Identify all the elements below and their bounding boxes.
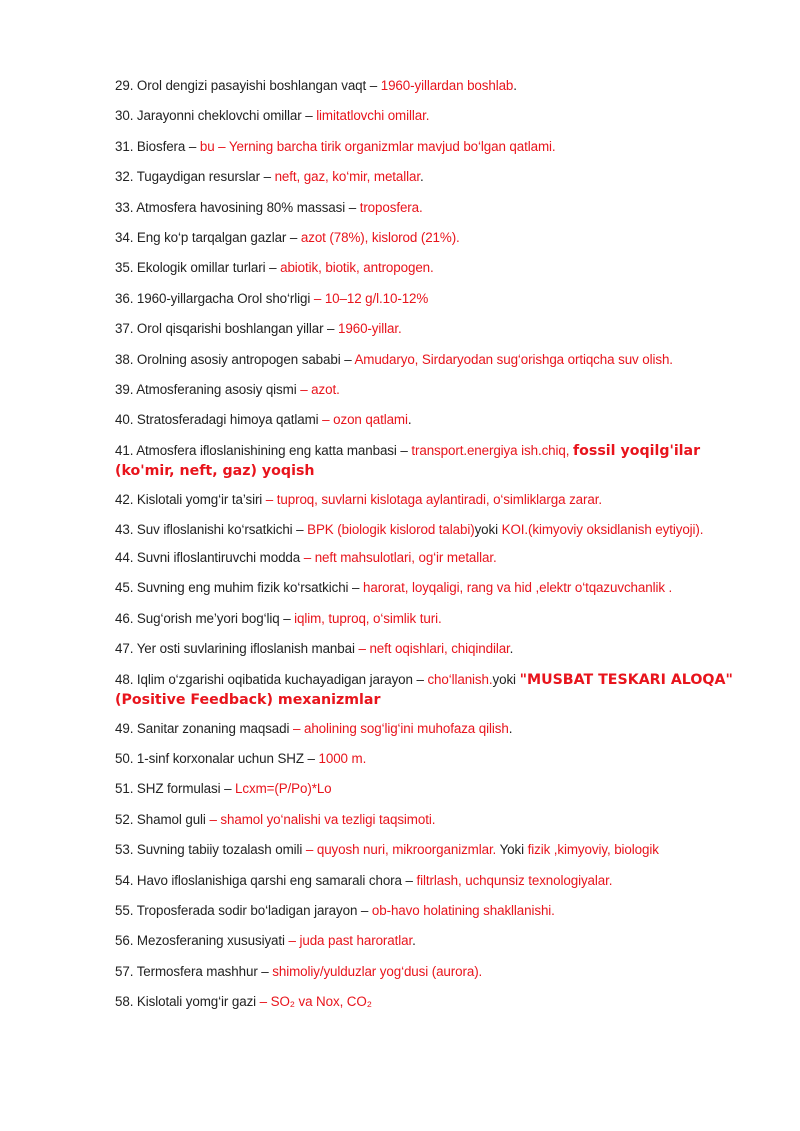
list-item (115, 719, 755, 738)
item-key: 30. Jarayonni cheklovchi omillar – (115, 108, 317, 124)
item-tail: yoki (492, 671, 520, 687)
item-answer: Amudaryo, Sirdaryodan sug‘orishga ortiqcha suv olish. (354, 351, 673, 367)
list-item (115, 198, 755, 217)
item-tail: . (419, 169, 424, 185)
item-key: 38. Orolning asosiy antropogen sababi – (115, 351, 355, 367)
item-key: 42. Kislotali yomg‘ir ta’siri (115, 491, 266, 507)
item-answer: 1960-yillardan boshlab (380, 78, 514, 93)
item-tail: . (509, 641, 514, 657)
item-answer: iqlim, tuproq, o‘simlik turi. (294, 610, 442, 626)
list-item (115, 931, 755, 950)
item-tail: yoki (474, 522, 502, 538)
item-key: 41. Atmosfera ifloslanishining eng katta manbasi – (115, 442, 412, 458)
item-tail: . (407, 412, 412, 428)
item-answer: – shamol yo‘nalishi va tezligi taqsimoti. (209, 811, 436, 827)
list-item (115, 380, 755, 399)
list-item (115, 520, 755, 539)
item-answer-2: KOI.(kimyoviy oksidlanish eytiyoji). (501, 522, 704, 538)
list-item (115, 490, 755, 509)
item-key: 50. 1-sinf korxonalar uchun SHZ – (115, 751, 319, 767)
item-key: 54. Havo ifloslanishiga qarshi eng samarali chora – (115, 872, 417, 888)
item-key: 45. Suvning eng muhim fizik ko‘rsatkichi – (115, 580, 364, 596)
list-item (115, 289, 755, 308)
item-bold-answer: fossil yoqilg'ilar (ko'mir, neft, gaz) yoqish (115, 442, 701, 479)
item-key: 48. Iqlim o‘zgarishi oqibatida kuchayadigan jarayon – (115, 671, 428, 687)
item-key: 44. Suvni ifloslantiruvchi modda (115, 550, 304, 566)
item-tail: . (412, 933, 416, 949)
item-key: 58. Kislotali yomg‘ir gazi (115, 994, 260, 1010)
list-item (115, 441, 755, 481)
item-answer: – juda past haroratlar (288, 933, 413, 949)
list-item (115, 578, 755, 597)
list-item (115, 670, 755, 710)
item-answer: – azot. (300, 381, 340, 397)
item-key: 47. Yer osti suvlarining ifloslanish manbai (115, 641, 359, 657)
item-answer: – quyosh nuri, mikroorganizmlar. (305, 842, 497, 858)
item-answer: cho‘llanish. (427, 671, 493, 687)
item-key: 39. Atmosferaning asosiy qismi (115, 381, 301, 397)
item-key: 46. Sug‘orish me’yori bog‘liq – (115, 610, 295, 626)
item-key: 51. SHZ formulasi – (115, 781, 236, 797)
item-answer: – ozon qatlami (322, 412, 408, 428)
item-answer: Lcxm=(P/Po)*Lo (235, 781, 332, 797)
item-key: 52. Shamol guli (115, 811, 210, 827)
item-tail: . (508, 720, 513, 736)
list-item (115, 810, 755, 829)
item-key: 53. Suvning tabiiy tozalash omili (115, 842, 306, 858)
item-answer: – tuproq, suvlarni kislotaga aylantiradi, o‘simliklarga zarar. (265, 491, 602, 507)
item-answer: 1960-yillar. (338, 321, 402, 337)
list-item (115, 871, 755, 890)
item-tail: . (513, 78, 517, 93)
item-answer: harorat, loyqaligi, rang va hid ,elektr o‘tqazuvchanlik . (363, 580, 673, 596)
item-answer: – SO₂ va Nox, CO₂ (259, 994, 372, 1010)
item-answer: ob-havo holatining shakllanishi. (371, 902, 555, 918)
item-answer: neft, gaz, ko‘mir, metallar (274, 169, 420, 185)
list-item (115, 548, 755, 567)
item-key: 37. Orol qisqarishi boshlangan yillar – (115, 321, 339, 337)
item-key: 32. Tugaydigan resurslar – (115, 169, 275, 185)
list-item (115, 901, 755, 920)
item-key: 57. Termosfera mashhur – (115, 963, 273, 979)
item-answer: – 10–12 g/l.10-12% (313, 290, 429, 306)
item-answer-2: fizik ,kimyoviy, biologik (527, 842, 659, 858)
list-item (115, 228, 755, 247)
list-item (115, 609, 755, 628)
list-item (115, 137, 755, 156)
item-answer: bu – Yerning barcha tirik organizmlar mavjud bo‘lgan qatlami. (199, 138, 556, 154)
item-key: 43. Suv ifloslanishi ko‘rsatkichi – (115, 522, 308, 538)
list-item (115, 76, 755, 95)
list-item (115, 639, 755, 658)
list-item (115, 350, 755, 369)
item-answer: abiotik, biotik, antropogen. (280, 260, 434, 276)
item-answer: filtrlash, uchqunsiz texnologiyalar. (416, 872, 613, 888)
list-item (115, 779, 755, 798)
list-item (115, 167, 755, 186)
item-key: 33. Atmosfera havosining 80% massasi – (115, 199, 360, 215)
list-item (115, 749, 755, 768)
item-key: 31. Biosfera – (115, 138, 200, 154)
list-item (115, 410, 755, 429)
item-answer: 1000 m. (318, 751, 367, 767)
item-bold-answer: "MUSBAT TESKARI ALOQA" (Positive Feedback) mexanizmlar (115, 671, 733, 708)
item-key: 36. 1960-yillargacha Orol sho‘rligi (115, 290, 314, 306)
item-answer: shimoliy/yulduzlar yog‘dusi (aurora). (272, 963, 483, 979)
item-answer: – neft oqishlari, chiqindilar (358, 641, 510, 657)
item-answer: azot (78%), kislorod (21%). (300, 229, 460, 245)
item-key: 49. Sanitar zonaning maqsadi (115, 720, 293, 736)
list-item (115, 319, 755, 338)
item-answer: – aholining sog‘lig‘ini muhofaza qilish (293, 720, 509, 736)
list-item (115, 840, 755, 859)
item-key: 40. Stratosferadagi himoya qatlami (115, 412, 323, 428)
item-answer: BPK (biologik kislorod talabi) (307, 522, 475, 538)
question-list (115, 76, 755, 1023)
item-answer: troposfera. (359, 199, 423, 215)
item-answer: – neft mahsulotlari, og‘ir metallar. (303, 550, 497, 566)
item-key: 35. Ekologik omillar turlari – (115, 260, 281, 276)
item-answer: transport.energiya ish.chiq, (411, 442, 573, 458)
list-item (115, 992, 755, 1011)
item-key: 29. Orol dengizi pasayishi boshlangan vaqt – (115, 78, 381, 93)
list-item (115, 106, 755, 125)
list-item (115, 258, 755, 277)
item-answer: limitatlovchi omillar. (316, 108, 430, 124)
item-tail: Yoki (496, 842, 528, 858)
item-key: 55. Troposferada sodir bo‘ladigan jarayon – (115, 902, 372, 918)
item-key: 56. Mezosferaning xususiyati (115, 933, 289, 949)
item-key: 34. Eng ko‘p tarqalgan gazlar – (115, 229, 301, 245)
list-item (115, 962, 755, 981)
